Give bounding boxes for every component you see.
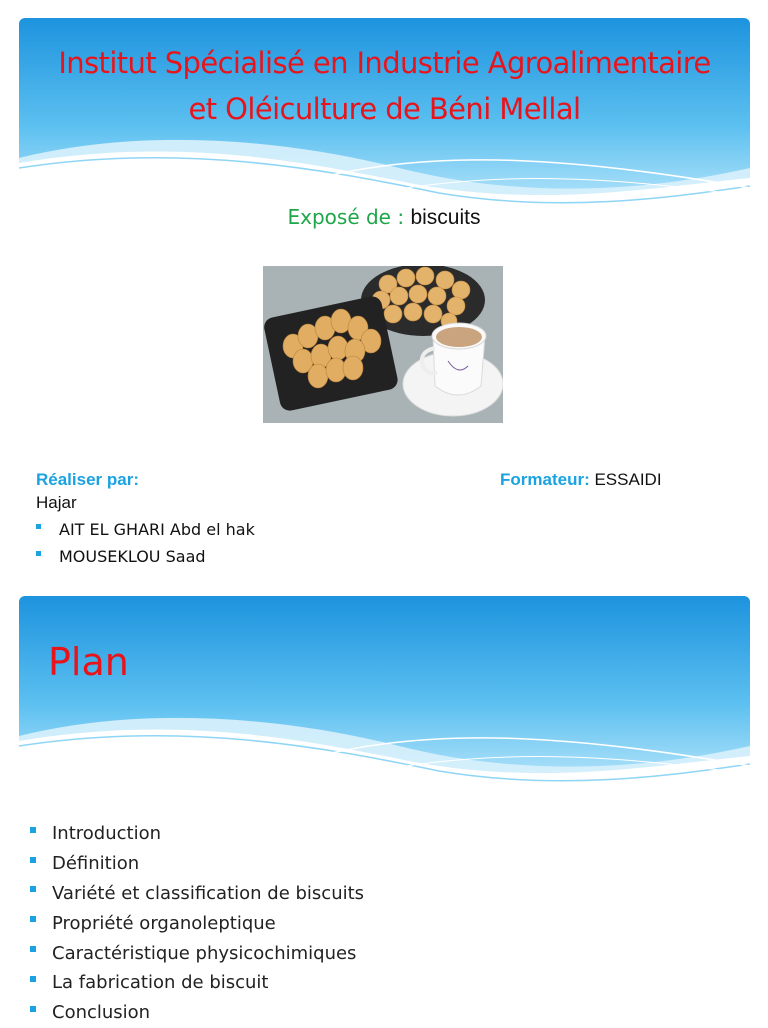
list-item bbox=[30, 819, 364, 849]
formateur-label: Formateur: bbox=[500, 470, 595, 489]
student-name: Hajar bbox=[36, 493, 77, 512]
title-line-2: et Oléiculture de Béni Mellal bbox=[188, 92, 581, 126]
expose-subtitle bbox=[0, 205, 768, 230]
student-name: MOUSEKLOU Saad bbox=[59, 547, 206, 566]
formateur bbox=[500, 470, 662, 490]
bullet-icon bbox=[30, 946, 36, 952]
student-name: AIT EL GHARI Abd el hak bbox=[59, 520, 255, 539]
students-list bbox=[36, 516, 255, 570]
plan-item: Propriété organoleptique bbox=[52, 912, 276, 934]
expose-label: Exposé de : bbox=[287, 205, 411, 229]
bullet-icon bbox=[36, 524, 41, 529]
list-item bbox=[30, 879, 364, 909]
institute-title bbox=[19, 40, 750, 132]
list-item bbox=[36, 516, 255, 543]
header-banner bbox=[19, 596, 750, 792]
plan-item: Définition bbox=[52, 853, 140, 875]
plan-item: Caractéristique physicochimiques bbox=[52, 942, 357, 964]
list-item bbox=[30, 998, 364, 1028]
plan-list bbox=[30, 819, 364, 1028]
list-item bbox=[30, 968, 364, 998]
list-item bbox=[36, 543, 255, 570]
bullet-icon bbox=[30, 886, 36, 892]
plan-title: Plan bbox=[48, 640, 129, 684]
list-item bbox=[30, 938, 364, 968]
bullet-icon bbox=[30, 1006, 36, 1012]
realiser-label: Réaliser par: bbox=[36, 470, 139, 489]
list-item bbox=[30, 849, 364, 879]
formateur-name: ESSAIDI bbox=[594, 470, 662, 489]
plan-item: Introduction bbox=[52, 823, 162, 845]
bullet-icon bbox=[30, 857, 36, 863]
bullet-icon bbox=[36, 551, 41, 556]
biscuits-photo bbox=[263, 266, 503, 423]
plan-item: Conclusion bbox=[52, 1002, 151, 1024]
bullet-icon bbox=[30, 976, 36, 982]
plan-item: Variété et classification de biscuits bbox=[52, 882, 365, 904]
plan-item: La fabrication de biscuit bbox=[52, 972, 269, 994]
expose-value: biscuits bbox=[410, 206, 481, 229]
bullet-icon bbox=[30, 827, 36, 833]
list-item bbox=[30, 908, 364, 938]
title-line-1: Institut Spécialisé en Industrie Agroalimentaire bbox=[58, 46, 711, 80]
bullet-icon bbox=[30, 916, 36, 922]
